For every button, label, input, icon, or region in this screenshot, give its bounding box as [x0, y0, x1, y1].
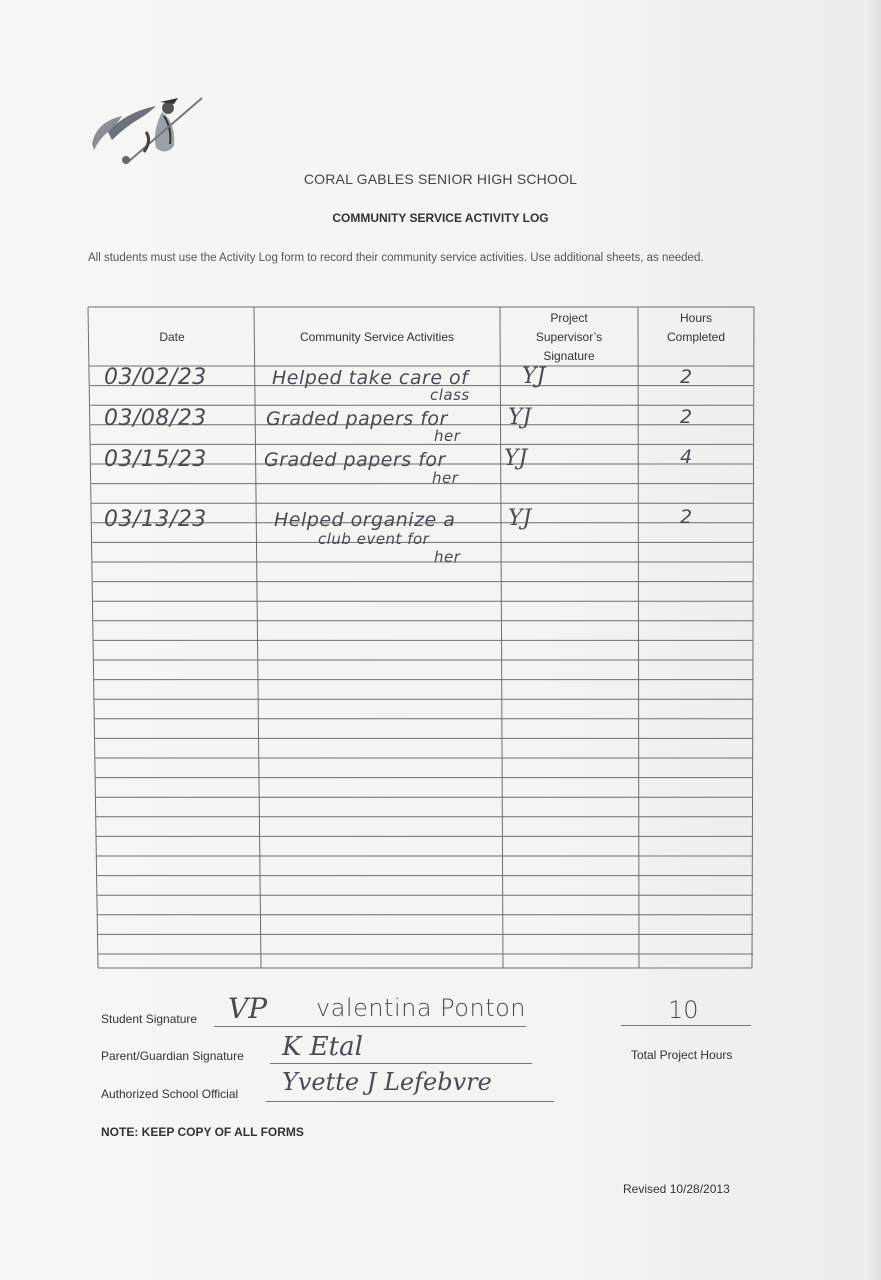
entry-date: 03/15/23: [104, 447, 207, 472]
total-hours-value: 10: [668, 996, 699, 1024]
entry-activity-line: club event for: [318, 530, 430, 548]
entry-activity-line: Graded papers for: [266, 408, 448, 430]
parent-signature: K Etal: [282, 1032, 363, 1062]
total-hours-label: Total Project Hours: [631, 1048, 733, 1062]
official-signature-line: [266, 1101, 554, 1102]
header-hours: Hours Completed: [666, 311, 726, 344]
student-signature-line: [214, 1026, 526, 1027]
parent-signature-label: Parent/Guardian Signature: [101, 1049, 244, 1063]
official-signature: Yvette J Lefebvre: [282, 1068, 492, 1096]
supervisor-initials: YJ: [504, 446, 528, 471]
header-date: Date: [159, 330, 185, 344]
revised-date: Revised 10/28/2013: [623, 1182, 730, 1196]
entry-hours: 2: [680, 406, 693, 428]
instructions-text: All students must use the Activity Log form to record their community service activities. Use additional sheets, as needed.: [88, 252, 704, 264]
entry-activity-line: Helped take care of: [272, 367, 469, 389]
table-column-divider: [638, 307, 639, 968]
table-border-left: [88, 307, 98, 968]
supervisor-initials: YJ: [522, 364, 546, 389]
entry-activity-line: Graded papers for: [264, 449, 446, 471]
header-activities: Community Service Activities: [299, 330, 455, 344]
student-signature-label: Student Signature: [101, 1012, 198, 1026]
entry-activity-line: her: [434, 548, 461, 566]
entry-activity-line: Helped organize a: [274, 509, 456, 531]
student-initials: VP: [228, 992, 268, 1025]
form-title: COMMUNITY SERVICE ACTIVITY LOG: [332, 211, 549, 225]
school-name: CORAL GABLES SENIOR HIGH SCHOOL: [303, 171, 578, 187]
total-hours-line: [621, 1025, 751, 1026]
supervisor-initials: YJ: [508, 506, 532, 531]
entry-hours: 2: [680, 366, 693, 388]
header-supervisor: Project Supervisor’s Signature: [535, 311, 603, 363]
supervisor-initials: YJ: [508, 405, 532, 430]
keep-copy-note: NOTE: KEEP COPY OF ALL FORMS: [101, 1125, 304, 1139]
entry-hours: 2: [680, 506, 693, 528]
table-column-divider: [500, 307, 503, 968]
student-name: valentina Ponton: [316, 994, 526, 1022]
table-border-right: [752, 307, 754, 968]
entry-date: 03/13/23: [104, 507, 207, 532]
parent-signature-line: [270, 1063, 532, 1064]
entry-date: 03/08/23: [104, 406, 207, 431]
entry-date: 03/02/23: [104, 365, 207, 390]
entry-activity-line: her: [434, 427, 461, 445]
entry-activity-line: class: [430, 386, 470, 404]
entry-hours: 4: [680, 446, 693, 468]
table-column-divider: [254, 307, 261, 968]
official-label: Authorized School Official: [101, 1087, 239, 1101]
entry-activity-line: her: [432, 469, 459, 487]
